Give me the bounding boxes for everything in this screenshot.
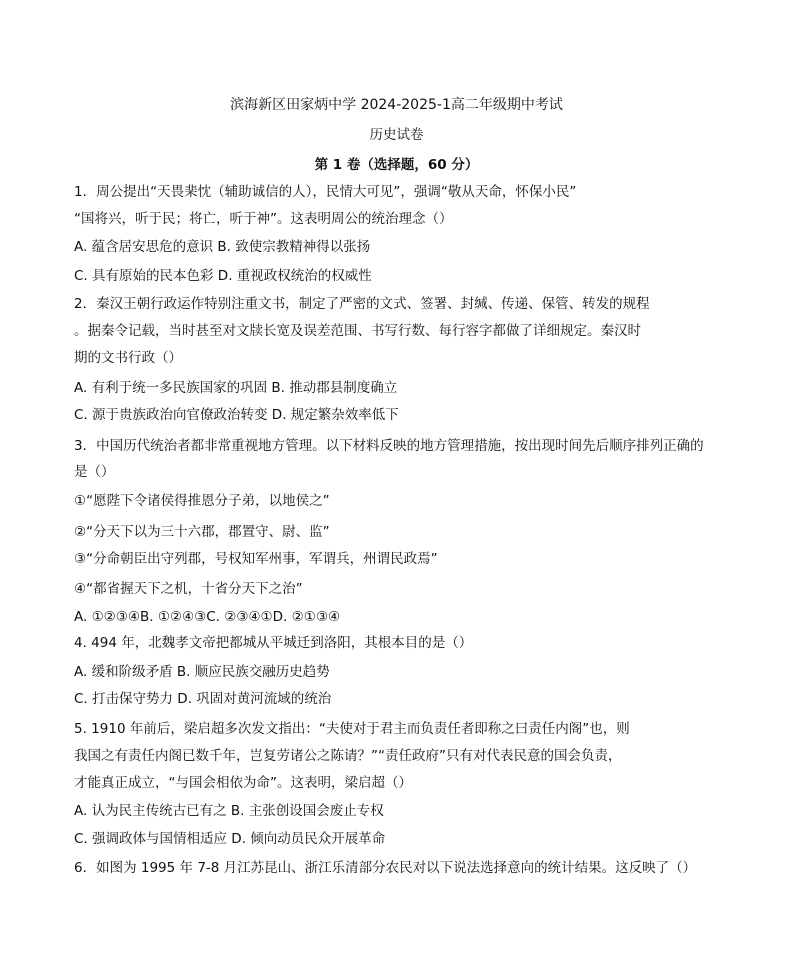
- exam-title: 滨海新区田家炳中学 2024-2025-1高二年级期中考试: [230, 97, 563, 113]
- question-3-options: A. ①②③④B. ①②④③C. ②③④①D. ②①③④: [74, 609, 341, 625]
- question-3-item-4: ④“都省握天下之机，十省分天下之治”: [74, 581, 303, 597]
- question-1-options-ab: A. 蕴含居安思危的意识 B. 致使宗教精神得以张扬: [74, 239, 371, 255]
- question-2-options-ab: A. 有利于统一多民族国家的巩固 B. 推动郡县制度确立: [74, 380, 398, 396]
- section-heading: 第 1 卷（选择题，60 分）: [314, 157, 479, 173]
- question-5-options-cd: C. 强调政体与国情相适应 D. 倾向动员民众开展革命: [74, 831, 386, 847]
- question-3-stem-line-1: 3．中国历代统治者都非常重视地方管理。以下材料反映的地方管理措施，按出现时间先后顺序排列正确的: [74, 438, 704, 454]
- question-1-stem-line-1: 1．周公提出“天畏棐忱（辅助诚信的人），民情大可见”，强调“敬从天命，怀保小民”: [74, 184, 577, 200]
- question-3-item-3: ③“分命朝臣出守列郡，号权知军州事，军谓兵，州谓民政焉”: [74, 551, 438, 567]
- question-6-stem: 6．如图为 1995 年 7-8 月江苏昆山、浙江乐清部分农民对以下说法选择意向的统计结果。这反映了（）: [74, 860, 697, 876]
- question-3-item-2: ②“分天下以为三十六郡，郡置守、尉、监”: [74, 524, 330, 540]
- question-2-stem-line-2: 。据秦令记载，当时甚至对文牍长宽及误差范围、书写行数、每行容字都做了详细规定。秦汉时: [74, 323, 641, 339]
- question-4-options-ab: A. 缓和阶级矛盾 B. 顺应民族交融历史趋势: [74, 664, 330, 680]
- question-2-options-cd: C. 源于贵族政治向官僚政治转变 D. 规定繁杂效率低下: [74, 407, 399, 423]
- question-5-options-ab: A. 认为民主传统古已有之 B. 主张创设国会废止专权: [74, 803, 384, 819]
- exam-subject: 历史试卷: [369, 127, 424, 143]
- question-4-stem: 4. 494 年，北魏孝文帝把都城从平城迁到洛阳，其根本目的是（）: [74, 635, 473, 651]
- question-2-stem-line-1: 2．秦汉王朝行政运作特别注重文书，制定了严密的文式、签署、封缄、传递、保管、转发的规程: [74, 296, 650, 312]
- question-1-options-cd: C. 具有原始的民本色彩 D. 重视政权统治的权威性: [74, 268, 372, 284]
- question-5-stem-line-1: 5. 1910 年前后，梁启超多次发文指出：“夫使对于君主而负责任者即称之曰责任内阁”也，则: [74, 721, 630, 737]
- question-5-stem-line-3: 才能真正成立，“与国会相依为命”。这表明，梁启超（）: [74, 775, 412, 791]
- question-3-stem-line-2: 是（）: [74, 464, 115, 480]
- question-1-stem-line-2: “国将兴，听于民；将亡，听于神”。这表明周公的统治理念（）: [74, 211, 453, 227]
- question-3-item-1: ①“愿陛下令诸侯得推恩分子弟，以地侯之”: [74, 493, 330, 509]
- question-5-stem-line-2: 我国之有责任内阁已数千年，岂复劳诸公之陈请？”“责任政府”只有对代表民意的国会负责，: [74, 748, 622, 764]
- question-2-stem-line-3: 期的文书行政（）: [74, 350, 182, 366]
- question-4-options-cd: C. 打击保守势力 D. 巩固对黄河流域的统治: [74, 691, 332, 707]
